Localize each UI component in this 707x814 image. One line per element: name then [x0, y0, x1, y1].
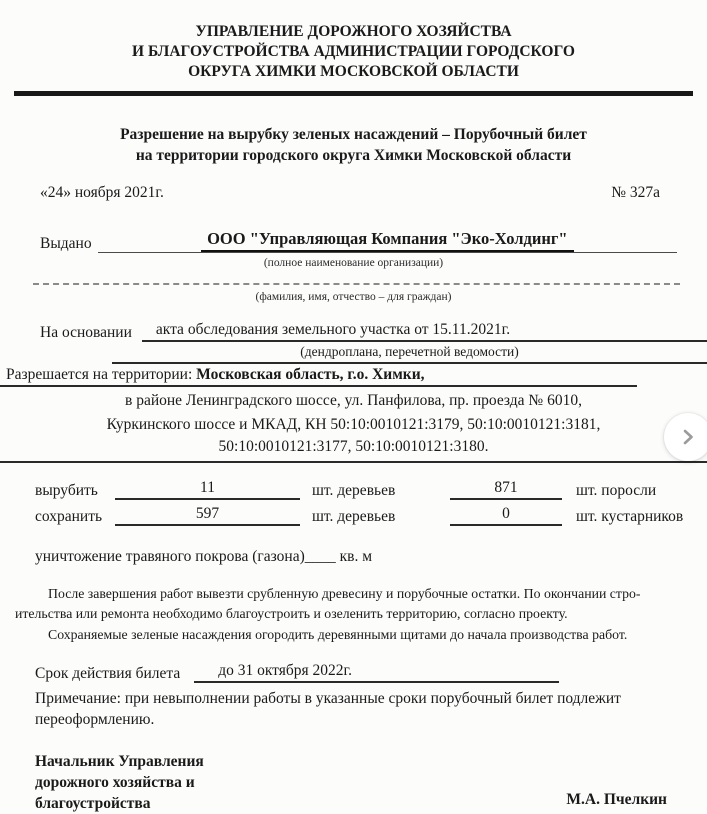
instructions-line-3: Сохраняемые зеленые насаждения огородить деревянными щитами до начала производства работ. [48, 626, 628, 642]
header-divider [14, 91, 693, 96]
cut-trees-field: 11 [115, 479, 300, 500]
issued-value: ООО "Управляющая Компания "Эко-Холдинг" [201, 230, 573, 252]
signature-title-line-1: Начальник Управления [35, 753, 204, 770]
document-title [0, 124, 707, 166]
issued-field [98, 230, 677, 253]
note-line-2: переоформлению. [35, 711, 155, 729]
territory-label: Разрешается на территории: [6, 365, 197, 383]
keep-shrubs-field: 0 [450, 505, 562, 526]
date-number-row [40, 184, 660, 202]
org-header-line-2: И БЛАГОУСТРОЙСТВА АДМИНИСТРАЦИИ ГОРОДСКОГО [132, 43, 575, 60]
keep-shrubs-unit: шт. кустарников [576, 507, 684, 525]
work-instructions [15, 584, 692, 646]
org-header-line-3: ОКРУГА ХИМКИ МОСКОВСКОЙ ОБЛАСТИ [188, 63, 519, 80]
validity-field [194, 662, 559, 683]
validity-value: до 31 октября 2022г. [218, 662, 353, 680]
keep-trees-unit: шт. деревьев [312, 507, 396, 525]
caption-organization: (полное наименование организации) [263, 256, 444, 269]
lawn-line: уничтожение травяного покрова (газона)____ кв. м [35, 547, 373, 565]
territory-line-3: Куркинского шоссе и МКАД, КН 50:10:0010121:3179, 50:10:0010121:3181, [106, 415, 601, 433]
quantity-row-keep [35, 505, 707, 526]
validity-row [35, 662, 707, 683]
territory-line-2: в районе Ленинградского шоссе, ул. Панфилова, пр. проезда № 6010, [125, 391, 582, 409]
instructions-line-1: После завершения работ вывезти срубленную древесину и порубочные остатки. По окончании стро- [48, 585, 641, 601]
instructions-line-2: ительства или ремонта необходимо благоустроить и озеленить территорию, согласно проекту. [15, 606, 568, 622]
territory-line-4: 50:10:0010121:3177, 50:10:0010121:3180. [0, 436, 707, 463]
chevron-right-icon [679, 428, 697, 446]
basis-field [142, 321, 707, 342]
signature-name: М.А. Пчелкин [566, 791, 667, 808]
cut-trees-unit: шт. деревьев [312, 481, 396, 499]
cut-shoots-unit: шт. поросли [576, 481, 657, 499]
basis-label: На основании [40, 323, 132, 341]
cut-shoots-field: 871 [450, 479, 562, 500]
signature-title [35, 751, 204, 814]
signature-title-line-3: благоустройства [35, 795, 151, 812]
basis-caption: (дендроплана, перечетной ведомости) [112, 344, 707, 364]
issue-date: «24» ноября 2021г. [40, 184, 164, 201]
cut-label: вырубить [35, 481, 98, 499]
document-title-line-2: на территории городского округа Химки Московской области [135, 147, 572, 164]
keep-label: сохранить [35, 507, 103, 525]
signature-title-line-2: дорожного хозяйства и [35, 774, 195, 791]
next-button[interactable] [664, 413, 707, 461]
issued-row [40, 230, 677, 253]
caption-citizen: (фамилия, имя, отчество – для граждан) [255, 290, 452, 303]
territory-line-1 [0, 364, 637, 387]
territory-value: Московская область, г.о. Химки, [196, 365, 425, 383]
keep-trees-field: 597 [115, 505, 300, 526]
issued-label: Выдано [40, 234, 92, 252]
document-number: № 327а [611, 184, 660, 201]
note-text [35, 688, 707, 730]
document-title-line-1: Разрешение на вырубку зеленых насаждений – Порубочный билет [120, 126, 587, 143]
org-header-line-1: УПРАВЛЕНИЕ ДОРОЖНОГО ХОЗЯЙСТВА [195, 23, 512, 40]
citizen-fill-line [33, 283, 680, 285]
note-line-1: Примечание: при невыполнении работы в указанные сроки порубочный билет подлежит [35, 690, 621, 708]
validity-label: Срок действия билета [35, 665, 181, 683]
basis-value: акта обследования земельного участка от 15.11.2021г. [155, 320, 511, 338]
org-header [0, 0, 707, 82]
quantity-row-cut [35, 479, 707, 500]
basis-row [40, 321, 707, 342]
